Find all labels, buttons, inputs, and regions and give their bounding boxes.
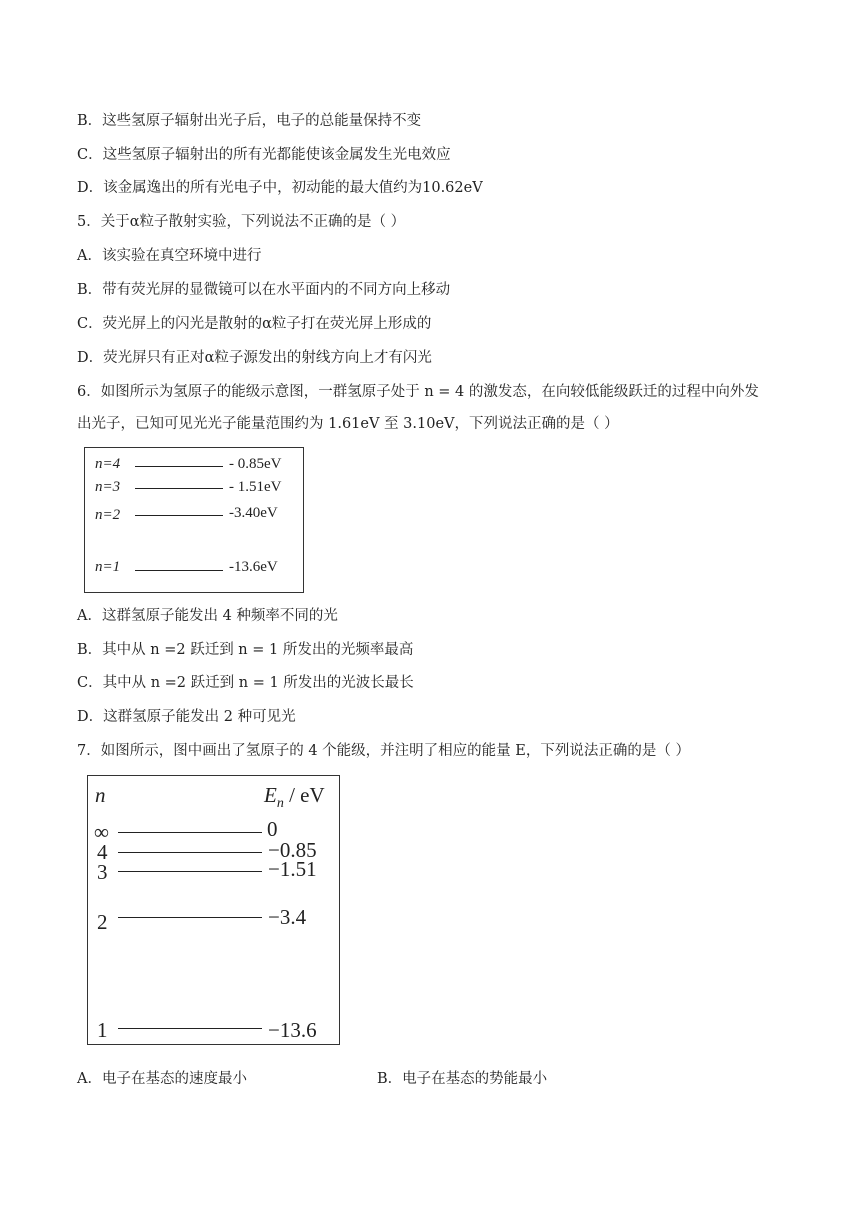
energy-level-line bbox=[118, 852, 262, 853]
level-energy: −3.4 bbox=[268, 905, 307, 929]
level-energy: -3.40eV bbox=[229, 505, 278, 521]
energy-level-line bbox=[135, 488, 223, 489]
level-energy: - 0.85eV bbox=[229, 456, 282, 472]
level-label: 3 bbox=[97, 860, 108, 884]
level-label: n=3 bbox=[95, 479, 121, 495]
axis-label-energy: $E_n$ / eV bbox=[264, 783, 325, 812]
option-5a: A．该实验在真空环境中进行 bbox=[77, 248, 262, 264]
option-7b: B．电子在基态的势能最小 bbox=[377, 1071, 548, 1087]
energy-level-line bbox=[118, 1028, 262, 1029]
level-label: 2 bbox=[97, 910, 108, 934]
level-label: n=1 bbox=[95, 559, 121, 575]
energy-level-line bbox=[135, 515, 223, 516]
option-5b: B．带有荧光屏的显微镜可以在水平面内的不同方向上移动 bbox=[77, 282, 451, 298]
level-label: ∞ bbox=[94, 820, 109, 844]
option-4d: D．该金属逸出的所有光电子中，初动能的最大值约为10.62eV bbox=[77, 180, 483, 196]
question-7-stem: 7．如图所示，图中画出了氢原子的 4 个能级，并注明了相应的能量 E，下列说法正确的是（ ） bbox=[77, 743, 690, 759]
level-energy: −13.6 bbox=[268, 1018, 317, 1042]
energy-level-line bbox=[135, 570, 223, 571]
axis-label-n: n bbox=[95, 783, 106, 807]
level-energy: −0.85 bbox=[268, 838, 317, 862]
level-energy: - 1.51eV bbox=[229, 479, 282, 495]
energy-level-line bbox=[135, 466, 223, 467]
energy-level-diagram-q7 bbox=[87, 775, 340, 1045]
option-4c: C．这些氢原子辐射出的所有光都能使该金属发生光电效应 bbox=[77, 147, 451, 163]
option-6a: A．这群氢原子能发出 4 种频率不同的光 bbox=[77, 608, 338, 624]
level-energy: -13.6eV bbox=[229, 559, 278, 575]
question-6-stem-line-1: 6．如图所示为氢原子的能级示意图，一群氢原子处于 n = 4 的激发态，在向较低能级跃迁的过程中向外发 bbox=[77, 384, 759, 400]
option-4b: B．这些氢原子辐射出光子后，电子的总能量保持不变 bbox=[77, 113, 422, 129]
level-label: n=2 bbox=[95, 507, 121, 523]
option-6d: D．这群氢原子能发出 2 种可见光 bbox=[77, 709, 296, 725]
question-5-stem: 5．关于α粒子散射实验，下列说法不正确的是（ ） bbox=[77, 214, 406, 230]
level-energy: −1.51 bbox=[268, 857, 317, 881]
level-label: 4 bbox=[97, 840, 108, 864]
option-5c: C．荧光屏上的闪光是散射的α粒子打在荧光屏上形成的 bbox=[77, 316, 432, 332]
option-6c: C．其中从 n =2 跃迁到 n = 1 所发出的光波长最长 bbox=[77, 675, 414, 691]
level-label: n=4 bbox=[95, 456, 121, 472]
option-5d: D．荧光屏只有正对α粒子源发出的射线方向上才有闪光 bbox=[77, 350, 432, 366]
energy-level-diagram-q6 bbox=[84, 447, 304, 593]
energy-level-line bbox=[118, 832, 262, 833]
energy-level-line bbox=[118, 917, 262, 918]
option-7a: A．电子在基态的速度最小 bbox=[77, 1071, 247, 1087]
level-energy: 0 bbox=[267, 817, 278, 841]
question-6-stem-line-2: 出光子，已知可见光光子能量范围约为 1.61eV 至 3.10eV，下列说法正确的是（ ） bbox=[77, 416, 619, 432]
option-6b: B．其中从 n =2 跃迁到 n = 1 所发出的光频率最高 bbox=[77, 642, 414, 658]
energy-level-line bbox=[118, 871, 262, 872]
level-label: 1 bbox=[97, 1018, 108, 1042]
